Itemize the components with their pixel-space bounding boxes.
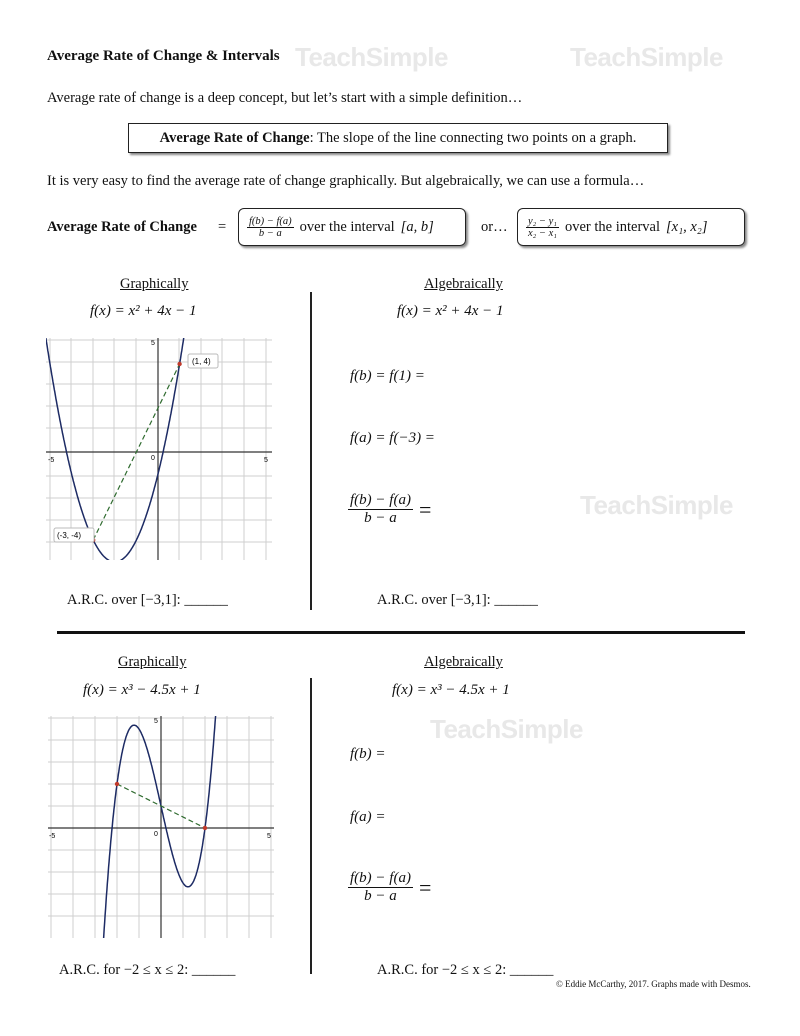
s1-fa: f(a) = f(−3) = bbox=[350, 430, 435, 446]
axis-label: 5 bbox=[154, 718, 158, 725]
point-b bbox=[177, 362, 181, 366]
axis-label: -5 bbox=[49, 833, 56, 840]
definition-text: : The slope of the line connecting two points on a graph. bbox=[309, 130, 637, 146]
s2-fb: f(b) = bbox=[350, 746, 386, 762]
s1-graph bbox=[46, 338, 272, 560]
formula-text: over the interval bbox=[564, 218, 660, 235]
formula-label: Average Rate of Change bbox=[47, 219, 197, 235]
page-title: Average Rate of Change & Intervals bbox=[47, 48, 280, 64]
formula-equals: = bbox=[218, 219, 227, 235]
formula-intro: It is very easy to find the average rate of change graphically. But algebraically, we can use a formula… bbox=[47, 173, 645, 189]
axis-label: 5 bbox=[264, 457, 268, 464]
formula-box-points bbox=[517, 208, 745, 246]
section-separator bbox=[57, 631, 745, 634]
s1-function-right: f(x) = x² + 4x − 1 bbox=[397, 303, 504, 319]
s2-arc-left: A.R.C. for −2 ≤ x ≤ 2: ______ bbox=[59, 962, 236, 978]
s1-alg-heading: Algebraically bbox=[424, 276, 503, 292]
definition-box bbox=[128, 123, 668, 153]
formula-fraction: $\frac{\text{y₂ − y₁}}{\text{x₂ − x₁}}$ bbox=[528, 215, 557, 239]
formula-box-function bbox=[238, 208, 466, 246]
s1-arc-right: A.R.C. over [−3,1]: ______ bbox=[377, 592, 538, 608]
point-a bbox=[115, 782, 119, 786]
point-b bbox=[203, 826, 207, 830]
formula-interval: [a, b] bbox=[400, 218, 434, 235]
intro-text: Average rate of change is a deep concept, but let’s start with a simple definition… bbox=[47, 90, 523, 106]
grid bbox=[46, 338, 272, 560]
axis-label: -5 bbox=[48, 457, 55, 464]
section1-divider bbox=[310, 292, 312, 610]
s2-graph bbox=[48, 716, 274, 938]
watermark: TeachSimple bbox=[570, 42, 723, 72]
formula-or: or… bbox=[481, 219, 508, 235]
s2-graph-heading: Graphically bbox=[118, 654, 187, 670]
formula-text: over the interval bbox=[299, 218, 395, 235]
s2-arc-right: A.R.C. for −2 ≤ x ≤ 2: ______ bbox=[377, 962, 554, 978]
parabola-curve bbox=[46, 338, 185, 560]
axis-label: 5 bbox=[267, 833, 271, 840]
s2-fa: f(a) = bbox=[350, 809, 386, 825]
cubic-curve bbox=[103, 716, 216, 938]
formula-fraction: $\frac{f(b) - f(a)}{b - a}$ bbox=[249, 215, 292, 239]
s2-function-right: f(x) = x³ − 4.5x + 1 bbox=[392, 682, 510, 698]
s1-quotient: $\frac{f(b) - f(a)}{b - a}$ = bbox=[350, 492, 432, 526]
formula-interval: [x₁, x₂] bbox=[665, 218, 708, 235]
copyright: © Eddie McCarthy, 2017. Graphs made with Desmos. bbox=[556, 979, 751, 989]
s1-graph-heading: Graphically bbox=[120, 276, 189, 292]
axis-label: 0 bbox=[151, 455, 155, 462]
s2-quotient: $\frac{f(b) - f(a)}{b - a}$ = bbox=[350, 870, 432, 904]
axis-label: 0 bbox=[154, 831, 158, 838]
section2-divider bbox=[310, 678, 312, 974]
s2-function-left: f(x) = x³ − 4.5x + 1 bbox=[83, 682, 201, 698]
point-b-label: (1, 4) bbox=[192, 357, 211, 366]
watermark: TeachSimple bbox=[580, 490, 733, 520]
axis-label: 5 bbox=[151, 340, 155, 347]
s1-arc-left: A.R.C. over [−3,1]: ______ bbox=[67, 592, 228, 608]
definition-term: Average Rate of Change bbox=[159, 130, 310, 146]
watermark: TeachSimple bbox=[430, 714, 583, 744]
point-a-label: (-3, -4) bbox=[57, 531, 81, 540]
watermark: TeachSimple bbox=[295, 42, 448, 72]
s2-alg-heading: Algebraically bbox=[424, 654, 503, 670]
s1-fb: f(b) = f(1) = bbox=[350, 368, 425, 384]
s1-function-left: f(x) = x² + 4x − 1 bbox=[90, 303, 197, 319]
